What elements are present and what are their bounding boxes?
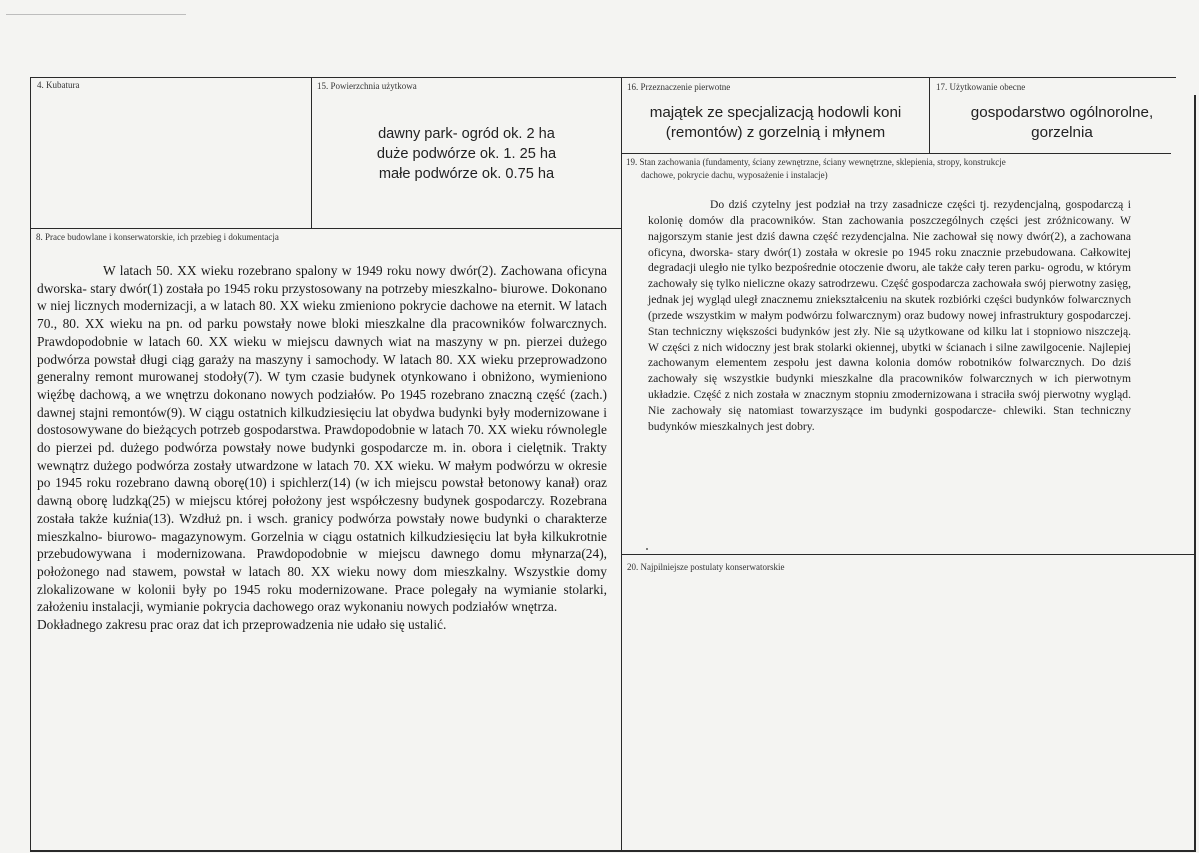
uzytkowanie-line: gorzelnia <box>1031 124 1093 141</box>
rule-right-split-2 <box>621 554 1195 555</box>
rule-right <box>1194 95 1196 851</box>
przeznaczenie-line: majątek ze specjalizacją hodowli koni <box>649 104 902 121</box>
powierzchnia-values <box>312 124 621 184</box>
rule-col-2 <box>621 77 622 851</box>
stan-label-line2: dachowe, pokrycie dachu, wyposażenie i instalacje) <box>641 170 828 180</box>
rule-left-split <box>30 228 622 229</box>
prace-label: 8. Prace budowlane i konserwatorskie, ich przebieg i dokumentacja <box>36 232 279 242</box>
przeznaczenie-label: 16. Przeznaczenie pierwotne <box>627 82 731 92</box>
prace-paragraph-1: W latach 50. XX wieku rozebrano spalony w 1949 roku nowy dwór(2). Zachowana oficyna dworska- stary dwór(1) została po 1945 roku przystosowany na potrzeby mieszkalno- biurowe. Dokonano w niej licznych modernizacji, a w latach 80. XX wieku zmieniono pokrycie dachowe na eternit. W latach 70., 80. XX wieku na pn. od parku powstały nowe bloki mieszkalne dla pracowników folwarcznych. Prawdopodobnie w latach 60. XX wieku w miejscu dawnych wiat na maszyny w pn. pierzei dużego podwórza powstał długi ciąg garaży na maszyny i samochody. W latach 80. XX wieku przeprowadzono generalny remont murowanej stodoły(7). W tym czasie budynek otynkowano i obniżono, wymieniono więźbę dachową, a we wnętrzu dokonano nowych podziałów. Po 1945 rozebrano znaczną część (zach.) dawnej stajni remontów(9). W ciągu ostatnich kilkudziesięciu lat obydwa budynki były modernizowane i dostosowywane do bieżących potrzeb gospodarstwa. Prawdopodobnie w latach 70. XX wieku równolegle do pierzei pd. dużego podwórza powstały nowe budynki gospodarcze m. in. obora i cielętnik. Trakty wewnątrz dużego podwórza zostały utwardzone w latach 70. XX wieku. W małym podwórzu w okresie po 1945 roku rozebrano dawną oborę(10) i spichlerz(14) (w ich miejscu powstał betonowy kanał) oraz dawną oborę ludzką(25) w miejscu której położony jest współczesny budynek gospodarczy. Rozebrana została także kuźnia(13). Wzdłuż pn. i wsch. granicy podwórza powstały nowe budynki o charakterze mieszkalno- biurowo- magazynowym. Gorzelnia w ciągu ostatnich kilkudziesięciu lat była kilkukrotnie przebudowywana i modernizowana. Prawdopodobnie w miejscu dawnego domu młynarza(24), położonego nad stawem, powstał w latach 80. XX wieku nowy dom mieszkalny. Wszystkie domy zlokalizowane w kolonii były po 1945 roku modernizowane. Prace polegały na wymianie stolarki, założeniu instalacji, wymianie pokrycia dachowego oraz wykonaniu nowych podziałów wnętrza. <box>37 263 607 615</box>
przeznaczenie-line: (remontów) z gorzelnią i młynem <box>665 124 886 141</box>
uzytkowanie-line: gospodarstwo ogólnorolne, <box>970 104 1154 121</box>
prace-text-block <box>37 262 607 634</box>
rule-right-split-1 <box>621 153 1171 154</box>
powierzchnia-line: dawny park- ogród ok. 2 ha <box>378 126 555 142</box>
stan-text-block <box>648 197 1131 435</box>
uzytkowanie-label: 17. Użytkowanie obecne <box>936 82 1026 92</box>
powierzchnia-line: duże podwórze ok. 1. 25 ha <box>376 146 557 162</box>
rule-bottom <box>30 850 1196 852</box>
stan-label-line1: 19. Stan zachowania (fundamenty, ściany zewnętrzne, ściany wewnętrzne, sklepienia, stropy, konstrukcje <box>626 157 1006 167</box>
stan-paragraph: Do dziś czytelny jest podział na trzy zasadnicze części tj. rezydencjalną, gospodarczą i kolonię domów dla pracowników. Stan zachowania poszczególnych części jest zróżnicowany. W najgorszym stanie jest dziś dawna część rezydencjalna. Nie zachował się nowy dwór(2), a zachowana oficyna, dworska- stary dwór(1) została w okresie po 1945 roku znacznie przebudowana. Całkowitej degradacji uległo nie tylko bezpośrednie otoczenie dworu, ale także cały teren parku- ogrodu, w którym zachowały się tylko nieliczne okazy satrodrzewu. Część gospodarcza zachowała swój pierwotny zasięg, jednak jej wygląd uległ znacznemu zniekształceniu na skutek rozbiórki części budynków folwarcznych (przede wszystkim w małym podwórzu folwarcznym) oraz budowy nowej infrastruktury gospodarczej. Stan techniczny większości budynków jest zły. Nie są użytkowane od kilku lat i stopniowo niszczeją. W części z nich widoczny jest brak stolarki okiennej, ubytki w ścianach i silne zawilgocenie. Najlepiej zachowanym elementem zespołu jest dawna kolonia domów robotników folwarcznych. Do dziś zachowały się wszystkie budynki mieszkalne dla pracowników folwarcznych w ich pierwotnym układzie. Część z nich została w znacznym stopniu zmodernizowana i straciła swój pierwotny wygląd. Nie zachowały się natomiast towarzyszące im budynki gospodarcze- chlewiki. Stan techniczny budynków mieszkalnych jest dobry. <box>648 198 1131 433</box>
speck <box>646 548 648 550</box>
powierzchnia-label: 15. Powierzchnia użytkowa <box>317 81 417 91</box>
scan-mark <box>6 14 186 15</box>
rule-top <box>30 77 1176 78</box>
uzytkowanie-values <box>930 103 1194 143</box>
postulaty-label: 20. Najpilniejsze postulaty konserwatorskie <box>627 562 785 572</box>
powierzchnia-line: małe podwórze ok. 0.75 ha <box>378 166 555 182</box>
prace-paragraph-2: Dokładnego zakresu prac oraz dat ich przeprowadzenia nie udało się ustalić. <box>37 617 447 633</box>
kubatura-label: 4. Kubatura <box>37 80 80 90</box>
przeznaczenie-values <box>622 103 929 143</box>
rule-left <box>30 77 31 851</box>
